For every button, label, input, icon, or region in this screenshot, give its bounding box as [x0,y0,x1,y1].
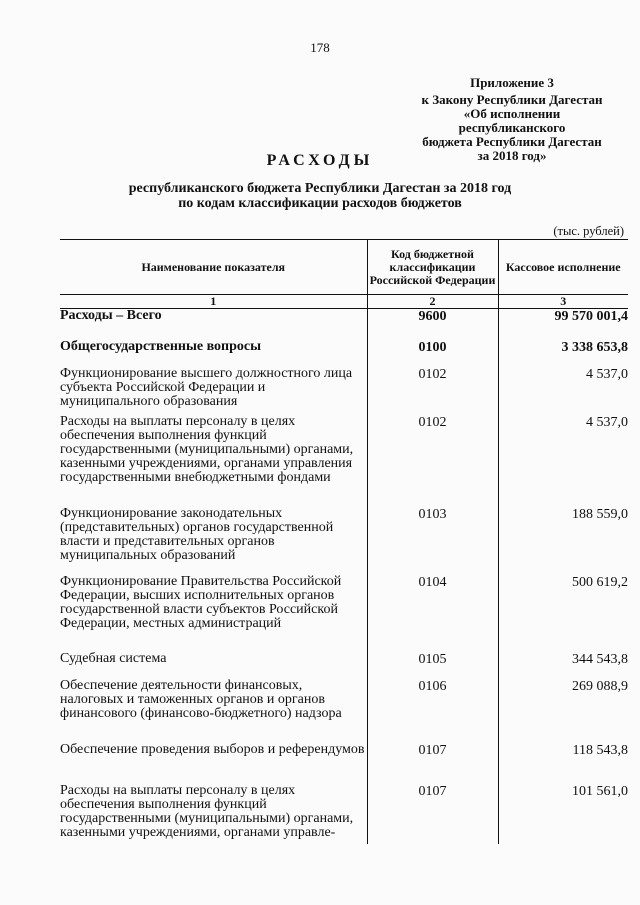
row-code: 0107 [418,783,447,799]
table-row [60,309,628,340]
row-amount: 188 559,0 [572,506,628,522]
row-code: 0104 [418,574,447,590]
row-name: Судебная система [60,650,167,666]
row-code: 0102 [418,366,447,382]
row-name: Расходы на выплаты персоналу в целях обеспечения выполнения функций государственными (муниципальными) органами, казенными учреждениями, органами управления государственными внебюджетными фондами [60,413,354,485]
table-row [60,575,628,652]
column-number: 3 [498,295,628,309]
table-row [60,340,628,367]
row-amount: 101 561,0 [572,783,628,799]
page-number: 178 [310,40,330,55]
subtitle-line: республиканского бюджета Республики Дагестан за 2018 год [128,181,512,196]
row-amount: 4 537,0 [586,414,628,430]
table-row [60,743,628,784]
document-title: РАСХОДЫ [266,152,374,169]
row-code: 0102 [418,414,447,430]
column-number: 1 [60,295,367,309]
row-code: 0100 [418,339,447,355]
row-amount: 118 543,8 [572,742,628,758]
row-amount: 269 088,9 [572,678,628,694]
appendix-line: бюджета Республики Дагестан [422,134,602,149]
row-code: 0106 [418,678,447,694]
row-name: Функционирование высшего должностного лица субъекта Российской Федерации и муниципального образования [60,365,353,409]
header-name: Наименование показателя [60,240,367,295]
appendix-line: за 2018 год» [477,148,547,163]
table-row [60,784,628,844]
table-row [60,507,628,575]
appendix-line: к Закону Республики Дагестан [421,92,603,107]
row-name: Обеспечение деятельности финансовых, налоговых и таможенных органов и органов финансового (финансово-бюджетного) надзора [60,677,342,721]
row-amount: 3 338 653,8 [561,339,628,355]
row-amount: 344 543,8 [572,651,628,667]
column-number: 2 [367,295,498,309]
expenses-table [60,239,628,844]
row-name: Общегосударственные вопросы [60,338,262,354]
row-name: Расходы – Всего [60,308,162,323]
table-row [60,415,628,507]
row-code: 0103 [418,506,447,522]
row-amount: 99 570 001,4 [554,309,628,324]
appendix-line: «Об исполнении республиканского [458,106,566,135]
header-code: Код бюджетной классификации Российской Федерации [367,240,498,295]
table-row [60,679,628,743]
subtitle-line: по кодам классификации расходов бюджетов [178,196,462,211]
row-code: 9600 [418,309,447,324]
table-header-row [60,240,628,295]
document-subtitle [0,181,640,211]
row-amount: 4 537,0 [586,366,628,382]
appendix-title: Приложение 3 [470,75,554,90]
row-name: Обеспечение проведения выборов и референдумов [60,741,365,757]
units-label: (тыс. рублей) [553,224,624,238]
column-number-row [60,295,628,309]
row-amount: 500 619,2 [572,574,628,590]
header-amount: Кассовое исполнение [498,240,628,295]
row-name: Функционирование законодательных (представительных) органов государственной власти и представительных органов муниципальных образований [60,505,334,563]
table-row [60,367,628,415]
row-code: 0107 [418,742,447,758]
row-name: Расходы на выплаты персоналу в целях обеспечения выполнения функций государственными (муниципальными) органами, казенными учреждениями, органами управле- [60,782,354,840]
row-name: Функционирование Правительства Российской Федерации, высших исполнительных органов государственной власти субъектов Российской Федерации, местных администраций [60,573,342,631]
row-code: 0105 [418,651,447,667]
table-row [60,652,628,679]
